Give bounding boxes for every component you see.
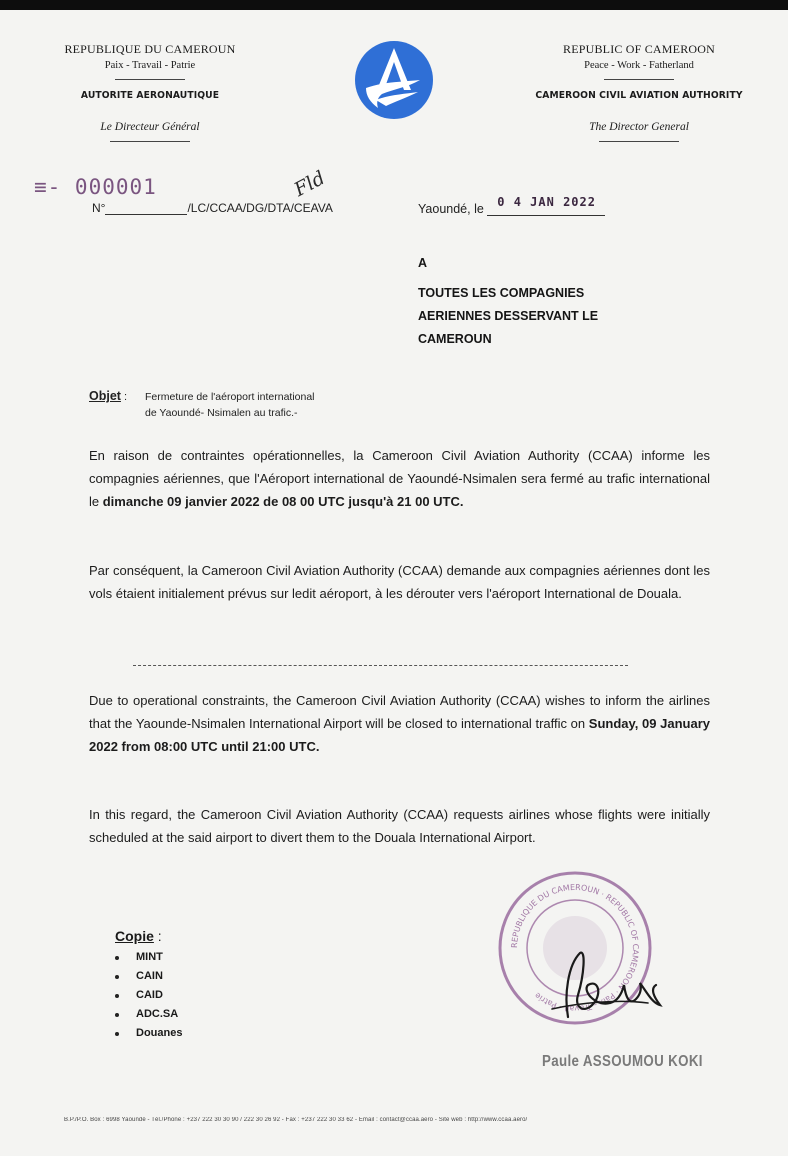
footer-contact: B.P./P.O. Box : 6998 Yaoundé - Tél./Phone : +237 222 30 30 90 / 222 30 26 92 - Fax : +237 222 30 33 62 - Email : contact@ccaa.aero - Site web : http://www.ccaa.aero/ <box>64 1117 528 1123</box>
copies-item: CAID <box>115 986 182 1005</box>
header-right-motto: Peace - Work - Fatherland <box>584 60 694 71</box>
addressee-line-1: TOUTES LES COMPAGNIES <box>418 286 585 300</box>
header-left-country: REPUBLIQUE DU CAMEROUN <box>64 42 236 56</box>
city-label: Yaoundé, le <box>418 202 484 216</box>
reference-line <box>92 201 333 215</box>
copies-list <box>115 948 182 1043</box>
header-right-office: The Director General <box>589 121 689 133</box>
addressee-line-3: CAMEROUN <box>418 332 492 346</box>
subject-label: Objet <box>89 389 121 403</box>
header-left-rule <box>115 79 185 80</box>
header-right <box>524 42 754 142</box>
header-right-rule <box>604 79 674 80</box>
letter-page <box>0 10 788 1156</box>
copies-separator: : <box>153 928 162 944</box>
body-fr-paragraph-1 <box>89 444 710 513</box>
top-bar <box>0 0 788 10</box>
subject <box>89 389 315 419</box>
subject-line-2: de Yaoundé- Nsimalen au trafic.- <box>145 407 298 419</box>
header-left-rule-2 <box>110 141 190 142</box>
copies-block <box>115 928 182 1043</box>
reference-prefix: N° <box>92 201 106 215</box>
body-fr-p1-bold: dimanche 09 janvier 2022 de 08 00 UTC jusqu'à 21 00 UTC. <box>102 494 464 509</box>
signatory-name: Paule ASSOUMOU KOKI <box>542 1053 703 1070</box>
reference-stamp-number: ≡- 000001 <box>34 175 157 199</box>
date-stamp: 0 4 JAN 2022 <box>497 195 596 209</box>
header-left-office: Le Directeur Général <box>100 121 200 133</box>
handwritten-signature <box>538 945 668 1025</box>
subject-line-1: Fermeture de l'aéroport international <box>145 391 315 403</box>
handwritten-initials: Fld <box>290 166 329 202</box>
subject-text <box>145 389 395 421</box>
header-left <box>40 42 260 142</box>
subject-separator: : <box>120 391 128 403</box>
date-field <box>487 195 605 216</box>
reference-code: /LC/CCAA/DG/DTA/CEAVA <box>187 201 333 215</box>
reference-blank <box>105 202 187 215</box>
copies-label: Copie <box>115 928 154 944</box>
body-fr-p1-text: En raison de contraintes opérationnelles, la Cameroon Civil Aviation Authority (CCAA) informe les compagnies aériennes, que l'Aéroport international de Yaoundé-Nsimalen sera fermé au trafic international le <box>89 448 710 509</box>
body-fr-paragraph-2: Par conséquent, la Cameroon Civil Aviation Authority (CCAA) demande aux compagnies aériennes dont les vols étaient initialement prévus sur ledit aéroport, à les dérouter vers l'aéroport International de Douala. <box>89 563 710 601</box>
addressee-line-2: AERIENNES DESSERVANT LE <box>418 309 599 323</box>
copies-item: MINT <box>115 948 182 967</box>
separator-line <box>133 665 628 666</box>
seal-text: REPUBLIQUE DU CAMEROUN · REPUBLIC OF CAMEROON · Paix - Travail - Patrie <box>509 882 641 1014</box>
copies-item: ADC.SA <box>115 1005 182 1024</box>
header-right-rule-2 <box>599 141 679 142</box>
place-date <box>418 195 605 216</box>
body-en-paragraph-2: In this regard, the Cameroon Civil Aviation Authority (CCAA) requests airlines whose flights were initially scheduled at the said airport to divert them to the Douala International Airport. <box>89 807 710 845</box>
copies-item: CAIN <box>115 967 182 986</box>
header-left-authority: AUTORITE AERONAUTIQUE <box>80 90 220 101</box>
body-en-p1-text: Due to operational constraints, the Cameroon Civil Aviation Authority (CCAA) wishes to inform the airlines that the Yaounde-Nsimalen International Airport will be closed to international traffic on <box>89 693 710 731</box>
ccaa-logo-icon <box>354 40 434 120</box>
header-left-motto: Paix - Travail - Patrie <box>104 60 196 71</box>
header-right-country: REPUBLIC OF CAMEROON <box>562 42 716 56</box>
body-en-p1-bold: Sunday, 09 January 2022 from 08:00 UTC until 21:00 UTC. <box>89 716 710 754</box>
copies-item: Douanes <box>115 1024 182 1043</box>
addressee-a: A <box>418 256 428 270</box>
body-en-paragraph-1 <box>89 689 710 758</box>
header-right-authority: CAMEROON CIVIL AVIATION AUTHORITY <box>535 90 743 101</box>
